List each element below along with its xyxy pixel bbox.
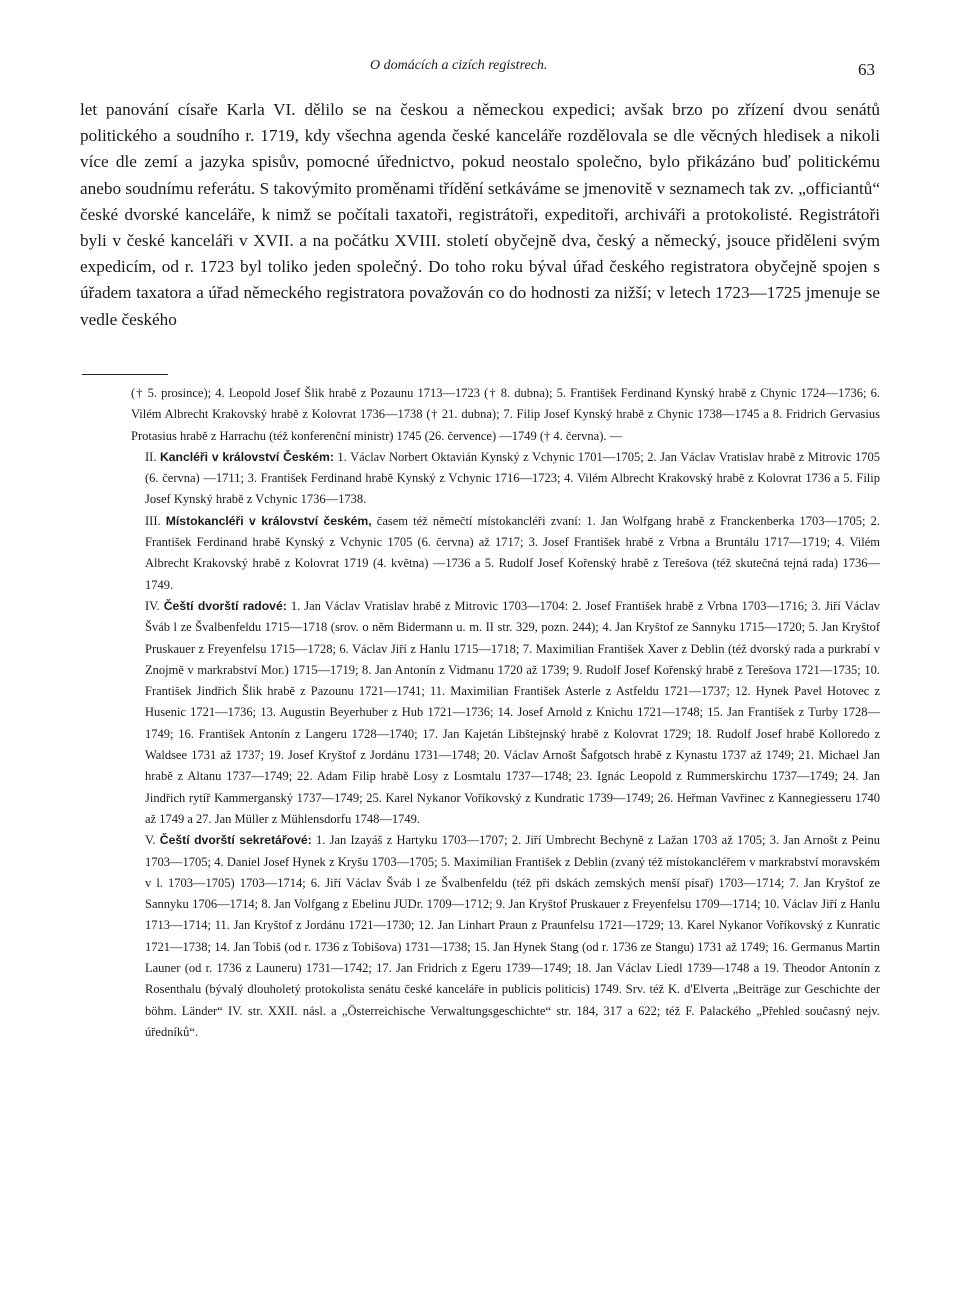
section-2-body: 1. Václav Norbert Oktavián Kynský z Vchynic 1701—1705; 2. Jan Václav Vratislav hrabě z Mitrovic 1705 (6. června) —1711; 3. František Ferdinand hrabě Kynský z Vchynic 1716—1723; 4. Vilém Albrecht Krakovský hrabě z Kolovrat 1736 a 5. Filip Josef Kynský hrabě z Vchynic 1736—1738.	[145, 449, 880, 507]
page-header	[0, 58, 960, 82]
footnote-section-2	[145, 447, 880, 511]
section-5-body: 1. Jan Izayáš z Hartyku 1703—1707; 2. Jiří Umbrecht Bechyně z Lažan 1703 až 1705; 3. Jan Arnošt z Peinu 1703—1705; 4. Daniel Josef Hynek z Kryšu 1703—1705; 5. Maximilian František z Deblin (zvaný též místokancléřem v markrabství moravském v l. 1703—1705) 1703—1714; 6. Jiří Václav Šváb l ze Švalbenfeldu (též při dskách zemských menší písař) 1703—1714; 7. Jan Kryštof ze Sannyku 1706—1714; 8. Jan Volfgang z Ebelinu JUDr. 1709—1712; 9. Jan Kryštof Pruskauer z Freyenfelsu 1709—1714; 10. Václav Jiří z Hanlu 1713—1714; 11. Jan Kryštof z Jordánu 1721—1730; 12. Jan Linhart Praun z Praunfelsu 1721—1729; 13. Karel Nykanor Voříkovský z Kunratic 1721—1738; 14. Jan Tobiš (od r. 1736 z Tobišova) 1731—1738; 15. Jan Hynek Stang (od r. 1736 ze Stangu) 1731 až 1749; 16. Germanus Martin Launer (od r. 1736 z Launeru) 1731—1742; 17. Jan Fridrich z Egeru 1739—1749; 18. Jan Václav Liedl 1739—1748 a 19. Theodor Antonín z Rosenthalu (bývalý dlouholetý protokolista senátu české kanceláře in publicis politicis) 1749. Srv. též K. d'Elverta „Beiträge zur Geschichte der böhm. Länder“ IV. str. XXII. násl. a „Österreichische Verwaltungsgeschichte“ str. 184, 317 a 622; též F. Palackého „Přehled současný nejv. úředníků“.	[145, 833, 881, 1039]
section-5-number: V.	[145, 833, 156, 848]
section-3-title: Místokancléři v království českém,	[165, 513, 372, 528]
footnote-section-4	[145, 596, 880, 830]
footnote-section-5	[145, 830, 880, 1043]
footnote-intro	[131, 383, 880, 447]
main-text-block	[80, 97, 880, 333]
section-3-number: III.	[145, 513, 161, 528]
footnote-section-3	[145, 511, 880, 596]
section-4-number: IV.	[145, 598, 160, 613]
running-title: O domácích a cizích registrech.	[370, 58, 548, 73]
section-5-title: Čeští dvorští sekretářové:	[159, 833, 312, 848]
footnote-divider	[82, 374, 168, 375]
page-number: 63	[858, 60, 875, 79]
section-4-body: 1. Jan Václav Vratislav hrabě z Mitrovic 1703—1704: 2. Josef František hrabě z Vrbna 1703—1716; 3. Jiří Václav Šváb l ze Švalbenfeldu 1715—1718 (srov. o něm Bidermann u. m. II str. 329, pozn. 244); 4. Jan Kryštof ze Sannyku 1715—1720; 5. Jan Kryštof Pruskauer z Freyenfelsu 1715—1728; 6. Václav Jiří z Hanlu 1715—1718; 7. Maximilian František Xaver z Deblin (též dvorský rada a purkrabí v Znojmě v markrabství Mor.) 1715—1719; 8. Jan Antonín z Vidmanu 1720 až 1739; 9. Rudolf Josef Kořenský hrabě z Terešova 1721—1735; 10. František Jindřich Šlik hrabě z Pazounu 1721—1741; 11. Maximilian František Asterle z Astfeldu 1721—1737; 12. Hynek Pavel Hotovec z Husenic 1721—1736; 13. Augustin Beyerhuber z Hub 1721—1736; 14. Josef Arnold z Knichu 1721—1748; 15. Jan František z Turby 1728—1749; 16. František Antonín z Langeru 1728—1740; 17. Jan Kajetán Libštejnský hrabě z Kolovrat 1729; 18. Rudolf Josef hrabě Kolloredo z Waldsee 1731 až 1737; 19. Josef Kryštof z Jordánu 1731—1748; 20. Václav Arnošt Šafgotsch hrabě z Kynastu 1737 až 1749; 21. Michael Jan hrabě z Altanu 1737—1749; 22. Adam Filip hrabě Losy z Losmtalu 1737—1748; 23. Ignác Leopold z Rummerskirchu 1737—1749; 24. Jan Jindřich rytíř Kammerganský 1737—1749; 25. Karel Nykanor Voříkovský z Kundratic 1739—1749; 26. Heřman Vavřinec z Kannegiesseru 1740 až 1749 a 27. Jan Müller z Mühlensdorfu 1748—1749.	[145, 598, 881, 826]
section-2-title: Kancléři v království Českém:	[159, 449, 334, 464]
section-4-title: Čeští dvorští radové:	[163, 598, 287, 613]
footnote-intro-text: († 5. prosince); 4. Leopold Josef Šlik hrabě z Pozaunu 1713—1723 († 8. dubna); 5. František Ferdinand Kynský hrabě z Chynic 1724—1736; 6. Vilém Albrecht Krakovský hrabě z Kolovrat 1736—1738 († 21. dubna); 7. Filip Josef Kynský hrabě z Chynic 1738—1745 a 8. Fridrich Gervasius Protasius hrabě z Harrachu (též konferenční ministr) 1745 (26. července) —1749 († 4. června). —	[131, 386, 880, 443]
footnotes	[131, 383, 881, 1043]
main-paragraph: let panování císaře Karla VI. dělilo se na českou a německou expedici; avšak brzo po zřízení dvou senátů politického a soudního r. 1719, kdy všechna agenda české kanceláře rozdělovala se dle věcných hledisek a nikoli více dle zemí a jazyka spisův, pomocné úřednictvo, pokud neostalo společno, bylo přikázáno buď politickému anebo soudnímu referátu. S takovýmito proměnami třídění setkáváme se jmenovitě v seznamech tak zv. „officiantů“ české dvorské kanceláře, k nimž se počítali taxatoři, registrátoři, expeditoři, archiváři a protokolisté. Registrátoři byli v české kanceláři v XVII. a na počátku XVIII. století obyčejně dva, český a německý, jsouce přiděleni svým expedicím, od r. 1723 byl toliko jeden společný. Do toho roku býval úřad českého registratora obyčejně spojen s úřadem taxatora a úřad německého registratora považován co do hodnosti za nižší; v letech 1723—1725 jmenuje se vedle českého	[80, 100, 880, 329]
section-3-body: časem též němečtí místokancléři zvaní: 1. Jan Wolfgang hrabě z Franckenberka 1703—1705; 2. František Ferdinand hrabě Kynský z Vchynic 1705 (6. června) až 1717; 3. Josef František hrabě z Vrbna a Bruntálu 1717—1719; 4. Vilém Albrecht Krakovský hrabě z Kolovrat 1719 (4. května) —1736 a 5. Rudolf Josef Kořenský hrabě z Terešova (též skutečná tejná rada) 1736—1749.	[145, 513, 881, 592]
section-2-number: II.	[145, 449, 157, 464]
